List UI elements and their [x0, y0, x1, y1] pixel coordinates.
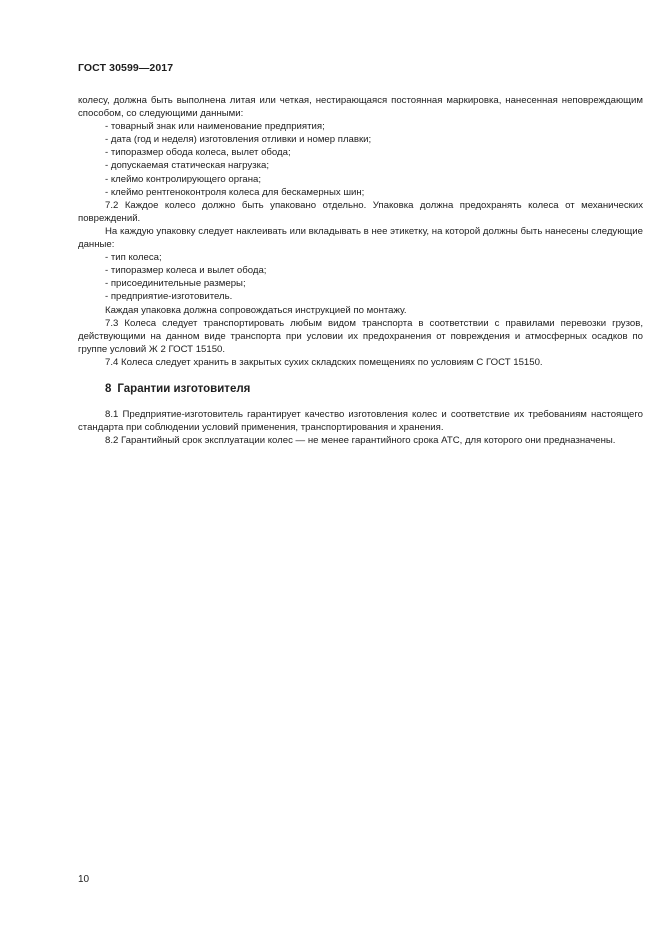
list-item: - клеймо рентгеноконтроля колеса для бескамерных шин; — [105, 186, 365, 198]
list-item: - типоразмер обода колеса, вылет обода; — [105, 147, 291, 159]
paragraph-instruction: Каждая упаковка должна сопровождаться инструкцией по монтажу. — [105, 304, 407, 316]
list-item: - клеймо контролирующего органа; — [105, 173, 262, 185]
paragraph-marking-intro: колесу, должна быть выполнена литая или четкая, нестирающаяся постоянная маркировка, нанесенная неповреждающим способом, со следующими данными: — [78, 95, 643, 120]
paragraph-7-2: 7.2 Каждое колесо должно быть упаковано отдельно. Упаковка должна предохранять колеса от механических повреждений. — [78, 199, 643, 224]
list-item: - товарный знак или наименование предприятия; — [105, 121, 325, 133]
paragraph-7-3: 7.3 Колеса следует транспортировать любым видом транспорта в соответствии с правилами перевозки грузов, действующими на данном виде транспорта при условии их предохранения от повреждения и атмосферных осадков по группе условий Ж 2 ГОСТ 15150. — [78, 317, 643, 355]
paragraph-7-4: 7.4 Колеса следует хранить в закрытых сухих складских помещениях по условиям С ГОСТ 15150. — [105, 356, 543, 368]
label-list — [78, 251, 643, 303]
list-item: - тип колеса; — [105, 252, 162, 264]
paragraph-label: На каждую упаковку следует наклеивать или вкладывать в нее этикетку, на которой должны быть нанесены следующие данные: — [78, 225, 643, 251]
section-title: Гарантии изготовителя — [117, 382, 251, 395]
marking-list — [78, 120, 643, 199]
list-item: - предприятие-изготовитель. — [105, 291, 233, 303]
list-item: - допускаемая статическая нагрузка; — [105, 160, 270, 172]
document-code-header: ГОСТ 30599—2017 — [78, 62, 174, 74]
page-number: 10 — [78, 874, 90, 885]
document-body — [78, 94, 643, 447]
section-heading — [78, 382, 643, 396]
paragraph-8-2: 8.2 Гарантийный срок эксплуатации колес — не менее гарантийного срока АТС, для которого они предназначены. — [105, 435, 616, 447]
list-item: - дата (год и неделя) изготовления отливки и номер плавки; — [105, 134, 372, 146]
list-item: - присоединительные размеры; — [105, 278, 246, 290]
section-number: 8 — [105, 382, 112, 395]
list-item: - типоразмер колеса и вылет обода; — [105, 265, 267, 277]
paragraph-8-1: 8.1 Предприятие-изготовитель гарантирует качество изготовления колес и соответствие их требованиям настоящего стандарта при соблюдении условий применения, транспортирования и хранения. — [78, 408, 643, 434]
